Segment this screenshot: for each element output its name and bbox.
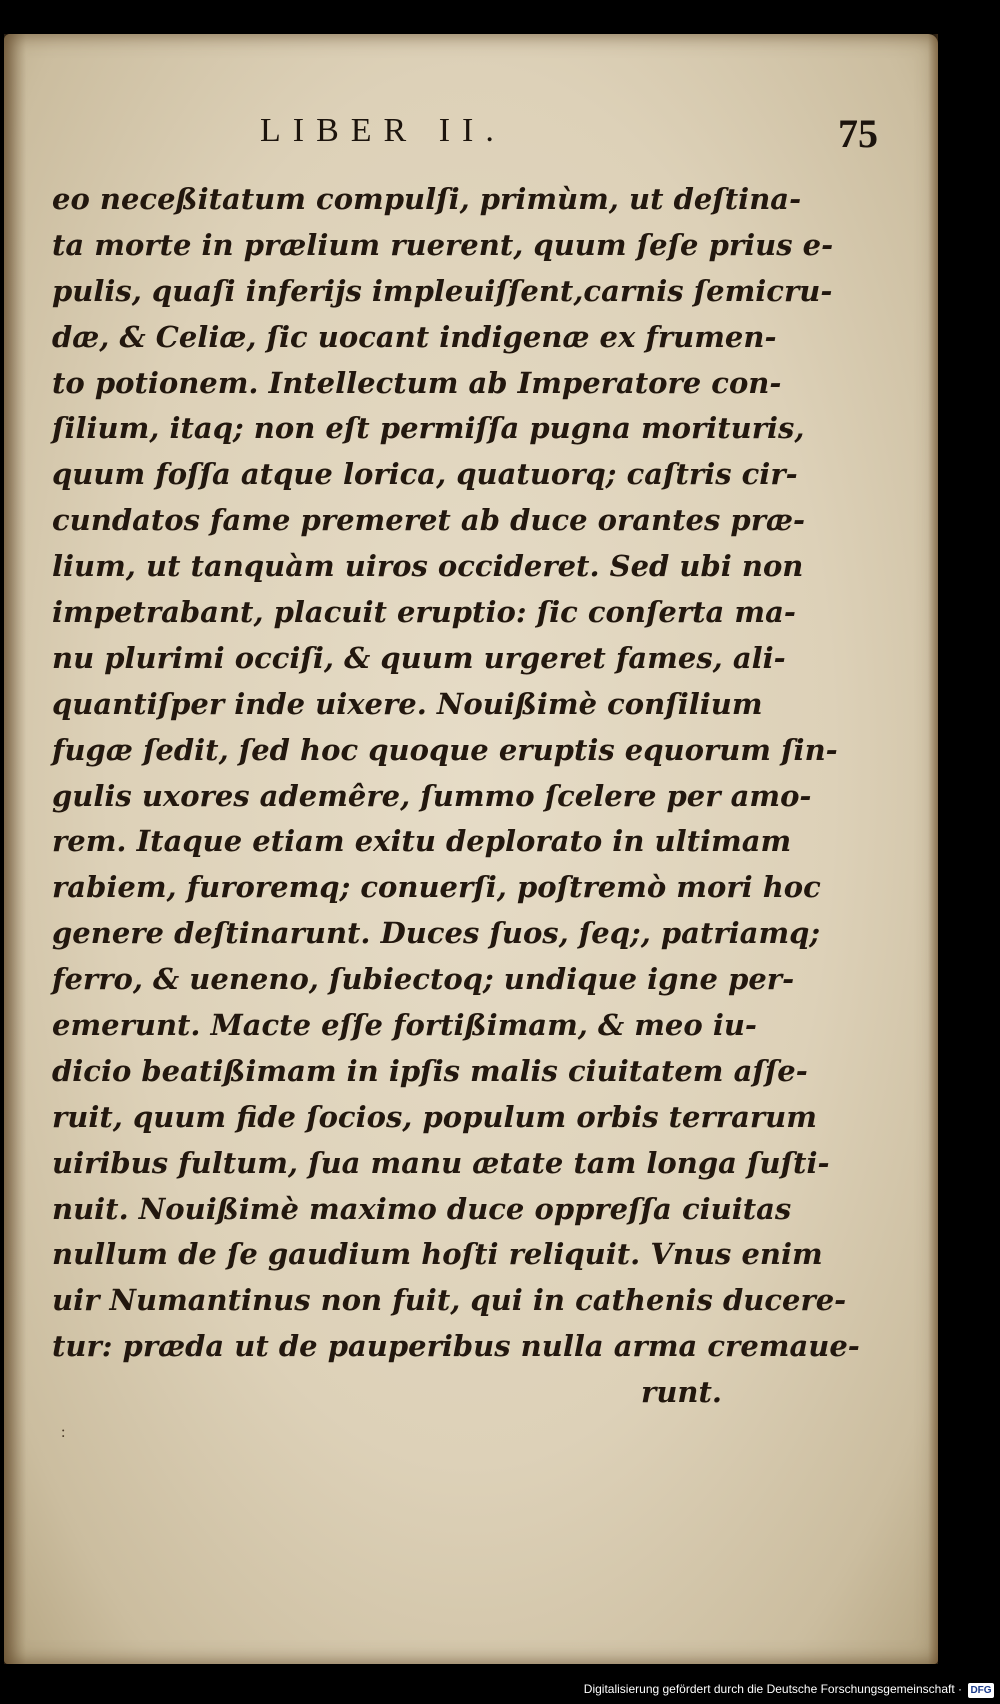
text-line: ſilium, itaq; non eſt permiſſa pugna morituris, [52, 411, 805, 446]
text-line: lium, ut tanquàm uiros occideret. Sed ubi non [52, 549, 804, 584]
text-line: ferro, & ueneno, ſubiectoq; undique igne per- [52, 962, 795, 997]
book-page [4, 34, 938, 1664]
text-line: nu plurimi occiſi, & quum urgeret fames, ali- [52, 640, 786, 675]
text-line: eo neceßitatum compulſi, primùm, ut deſtina- [52, 182, 802, 216]
page-gutter-shadow [4, 34, 26, 1664]
text-line: tur: præda ut de pauperibus nulla arma cremaue- [52, 1329, 860, 1364]
page-number: 75 [838, 111, 878, 156]
text-line: fugæ ſedit, ſed hoc quoque eruptis equorum ſin- [52, 732, 838, 767]
text-line: to potionem. Intellectum ab Imperatore con- [52, 365, 782, 400]
text-line: quantiſper inde uixere. Nouißimè conſilium [52, 686, 763, 721]
running-head [60, 112, 878, 162]
running-title: LIBER II. [260, 112, 506, 149]
text-line: quum foſſa atque lorica, quatuorq; caſtris cir- [52, 457, 798, 492]
text-line: nullum de ſe gaudium hoſti reliquit. Vnus enim [52, 1237, 823, 1272]
text-line: impetrabant, placuit eruptio: ſic conſerta ma- [52, 595, 796, 630]
stray-ink-mark: : [61, 1424, 66, 1441]
text-line: ta morte in prælium ruerent, quum ſeſe prius e- [52, 227, 834, 262]
text-line: gulis uxores ademêre, ſummo ſcelere per amo- [52, 778, 812, 813]
text-line: uir Numantinus non fuit, qui in cathenis ducere- [52, 1283, 847, 1318]
text-line: dæ, & Celiæ, ſic uocant indigenæ ex frumen- [52, 319, 777, 354]
digitization-footer [0, 1670, 1000, 1704]
text-line: cundatos fame premeret ab duce orantes præ- [52, 503, 806, 538]
footer-credit: Digitalisierung gefördert durch die Deutsche Forschungsgemeinschaft · [583, 1682, 962, 1696]
text-line: ruit, quum fide ſocios, populum orbis terrarum [52, 1099, 817, 1134]
text-line: uiribus fultum, ſua manu ætate tam longa ſuſti- [52, 1145, 830, 1180]
text-line: dicio beatißimam in ipſis malis ciuitatem aſſe- [52, 1053, 808, 1088]
text-line: rem. Itaque etiam exitu deplorato in ultimam [52, 824, 792, 859]
dfg-logo-icon: DFG [968, 1683, 994, 1698]
body-text [52, 177, 860, 1416]
text-line: emerunt. Macte eſſe fortißimam, & meo iu- [52, 1008, 757, 1043]
text-line: genere deſtinarunt. Duces ſuos, ſeq;, patriamq; [52, 916, 821, 951]
text-line: pulis, quaſi inferijs impleuiſſent,carnis ſemicru- [52, 273, 833, 308]
text-line-final: runt. [641, 1375, 722, 1410]
text-line: nuit. Nouißimè maximo duce oppreſſa ciuitas [52, 1191, 792, 1226]
page-edge-shadow [928, 34, 938, 1664]
text-line: rabiem, furoremq; conuerſi, poſtremò mori hoc [52, 870, 821, 905]
